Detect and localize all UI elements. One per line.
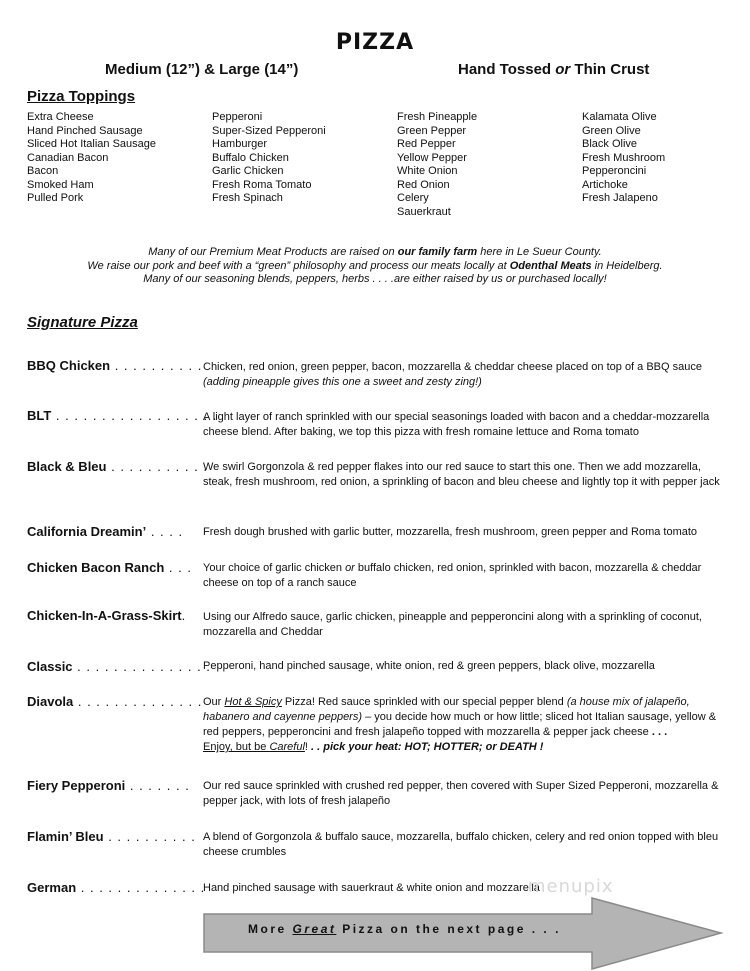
leader-dots: . xyxy=(181,608,187,623)
topping-item: Buffalo Chicken xyxy=(212,151,289,164)
next-page-text: More xyxy=(248,922,293,936)
pizza-name-text: Chicken-In-A-Grass-Skirt xyxy=(27,608,182,623)
toppings-column-4 xyxy=(582,111,665,206)
farm-text: in Heidelberg. xyxy=(591,259,663,272)
pizza-name-chicken-bacon-ranch xyxy=(27,560,192,575)
topping-item: Green Olive xyxy=(582,124,641,137)
topping-item: Canadian Bacon xyxy=(27,151,109,164)
topping-item: Green Pepper xyxy=(397,124,467,137)
topping-item: Yellow Pepper xyxy=(397,151,467,164)
next-page-arrow xyxy=(200,896,725,971)
leader-dots: . . . . . . . . . . xyxy=(110,358,203,373)
pizza-desc-black-and-bleu: We swirl Gorgonzola & red pepper flakes into our red sauce to start this one. Then we add mozzarella, steak, fresh mushroom, red onion, a sprinkling of bacon and bleu cheese and lightly top it with pepper jack xyxy=(203,461,720,488)
pizza-name-diavola xyxy=(27,694,202,709)
next-page-label xyxy=(248,922,561,936)
leader-dots: . . . . . . . . . . . . . . . xyxy=(72,659,211,674)
pizza-name-text: Classic xyxy=(27,659,73,674)
pick-your-heat: . . pick your heat: HOT; HOTTER; or DEATH ! xyxy=(307,741,544,753)
pizza-name-fiery-pepperoni xyxy=(27,778,190,793)
farm-line-1 xyxy=(0,246,750,260)
pizza-name-text: German xyxy=(27,880,77,895)
farm-highlight: our family farm xyxy=(397,246,478,258)
topping-item: Kalamata Olive xyxy=(582,111,657,123)
pizza-name-chicken-in-a-grass-skirt xyxy=(27,608,186,623)
topping-item: Smoked Ham xyxy=(27,178,94,191)
pizza-desc-chicken-bacon-ranch xyxy=(203,561,723,591)
page-title: PIZZA xyxy=(335,30,415,55)
pizza-name-text: BBQ Chicken xyxy=(27,358,111,373)
topping-item: Pepperoncini xyxy=(582,165,647,177)
pizza-name-text: Chicken Bacon Ranch xyxy=(27,560,165,575)
pizza-name-text: Diavola xyxy=(27,694,74,709)
pizza-desc-dots: . . . xyxy=(651,726,668,738)
pizza-desc-fiery-pepperoni: Our red sauce sprinkled with crushed red pepper, then covered with Super Sized Pepperoni, mozzarella & pepper jack, with lots of fresh jalapeño xyxy=(203,780,719,807)
topping-item: Red Pepper xyxy=(397,138,456,150)
pizza-name-text: Fiery Pepperoni xyxy=(27,778,126,793)
farm-text: We raise our pork and beef with a “green” philosophy and process our meats locally at xyxy=(87,259,510,272)
toppings-column-3 xyxy=(397,111,477,219)
pizza-desc-flamin-bleu: A blend of Gorgonzola & buffalo sauce, mozzarella, buffalo chicken, celery and red onion topped with bleu cheese crumbles xyxy=(203,831,719,858)
crust-or: or xyxy=(555,61,571,78)
topping-item: Artichoke xyxy=(582,178,628,191)
pizza-name-classic xyxy=(27,659,211,674)
topping-item: Fresh Mushroom xyxy=(582,151,666,164)
pizza-name-blt xyxy=(27,408,217,423)
topping-item: Sliced Hot Italian Sausage xyxy=(27,138,157,150)
pizza-desc-german: Hand pinched sausage with sauerkraut & white onion and mozzarella xyxy=(203,882,540,894)
topping-item: Pulled Pork xyxy=(27,192,84,204)
pizza-desc-diavola xyxy=(203,695,723,755)
enjoy-careful-note xyxy=(203,741,305,753)
pizza-desc-california-dreamin: Fresh dough brushed with garlic butter, mozzarella, fresh mushroom, green pepper and Roma tomato xyxy=(203,526,698,538)
topping-item: Extra Cheese xyxy=(27,111,94,123)
crust-suffix: Thin Crust xyxy=(570,61,650,78)
topping-item: Fresh Spinach xyxy=(212,192,283,204)
pizza-desc-blt: A light layer of ranch sprinkled with our special seasonings loaded with bacon and a cheddar-mozzarella cheese blend. After baking, we top this pizza with fresh romaine lettuce and Roma tomato xyxy=(203,411,710,438)
pizza-name-black-and-bleu xyxy=(27,459,208,474)
leader-dots: . . . . . . . . . . . . . . xyxy=(73,694,203,709)
pizza-desc-text: Your choice of garlic chicken xyxy=(203,562,346,574)
topping-item: Fresh Jalapeno xyxy=(582,192,658,204)
enjoy-text: Enjoy, but be xyxy=(203,741,270,753)
leader-dots: . . . . . . . . . . . . . . . . . . xyxy=(51,408,218,423)
toppings-heading: Pizza Toppings xyxy=(27,88,136,105)
pizza-desc-text: Our xyxy=(203,696,225,708)
pizza-name-text: BLT xyxy=(27,408,52,423)
leader-dots: . . . . . . . . . . . . . . xyxy=(76,880,206,895)
topping-item: Red Onion xyxy=(397,178,450,191)
pepper-blend-note: (a house mix of jalapeño, habanero and cayenne peppers) xyxy=(203,696,690,723)
pizza-desc-bbq-chicken xyxy=(203,360,723,390)
pizza-name-flamin-bleu xyxy=(27,829,196,844)
pizza-desc-or: or xyxy=(345,562,355,574)
pizza-desc-text: – you decide how much or how little; sliced hot Italian sausage, yellow & red peppers, pepperoncini and fresh jalapeño topped with mozzarella & pepper jack cheese xyxy=(203,711,717,738)
leader-dots: . . . . . . . . . . xyxy=(103,829,196,844)
topping-item: Super-Sized Pepperoni xyxy=(212,124,326,137)
leader-dots: . . . . xyxy=(146,524,184,539)
topping-item: Bacon xyxy=(27,165,59,177)
topping-item: Sauerkraut xyxy=(397,205,451,218)
pizza-name-california-dreamin xyxy=(27,524,183,539)
farm-text: here in Le Sueur County. xyxy=(477,246,602,258)
crust-prefix: Hand Tossed xyxy=(458,61,556,78)
next-page-great: Great xyxy=(292,922,337,936)
leader-dots: . . . . . . . xyxy=(125,778,190,793)
topping-item: Hand Pinched Sausage xyxy=(27,124,143,137)
pizza-note: (adding pineapple gives this one a sweet and zesty zing!) xyxy=(203,376,482,388)
pizza-desc-text: ! xyxy=(304,741,308,753)
topping-item: Celery xyxy=(397,192,429,204)
toppings-column-meats xyxy=(27,111,156,206)
topping-item: Pepperoni xyxy=(212,111,263,123)
pizza-name-german xyxy=(27,880,205,895)
farm-line-3: Many of our seasoning blends, peppers, herbs . . . .are either raised by us or purchased locally! xyxy=(143,273,607,285)
pizza-name-bbq-chicken xyxy=(27,358,202,373)
signature-pizza-heading: Signature Pizza xyxy=(27,314,138,331)
pizza-name-text: California Dreamin’ xyxy=(27,524,147,539)
pizza-desc-chicken-in-a-grass-skirt: Using our Alfredo sauce, garlic chicken, pineapple and pepperoncini along with a sprinkling of coconut, mozzarella and Cheddar xyxy=(203,611,702,638)
family-farm-note xyxy=(0,246,750,287)
leader-dots: . . . . . . . . . . . xyxy=(106,459,208,474)
hot-and-spicy-label: Hot & Spicy xyxy=(224,696,282,708)
pizza-desc-classic: Pepperoni, hand pinched sausage, white onion, red & green peppers, black olive, mozzarella xyxy=(203,660,655,672)
topping-item: Garlic Chicken xyxy=(212,165,284,177)
topping-item: Fresh Pineapple xyxy=(397,111,478,123)
pizza-desc-text: Chicken, red onion, green pepper, bacon, mozzarella & cheddar cheese placed on top of a BBQ sauce xyxy=(203,361,702,373)
size-options: Medium (12”) & Large (14”) xyxy=(105,61,299,78)
pizza-desc-text: buffalo chicken, red onion, sprinkled with bacon, mozzarella & cheddar cheese on top of a ranch sauce xyxy=(203,562,702,589)
crust-options xyxy=(458,61,649,78)
careful-text: Careful xyxy=(269,741,305,753)
topping-item: Black Olive xyxy=(582,138,638,150)
pizza-name-text: Flamin’ Bleu xyxy=(27,829,104,844)
next-page-text: Pizza on the next page . . . xyxy=(336,922,561,936)
leader-dots: . . . xyxy=(164,560,192,575)
topping-item: Hamburger xyxy=(212,138,268,150)
farm-text: Many of our Premium Meat Products are raised on xyxy=(148,246,398,258)
farm-line-2 xyxy=(0,260,750,274)
farm-highlight: Odenthal Meats xyxy=(509,259,592,272)
watermark: menupix xyxy=(528,876,614,897)
topping-item: White Onion xyxy=(397,165,458,177)
pizza-name-text: Black & Bleu xyxy=(27,459,107,474)
toppings-column-2 xyxy=(212,111,326,206)
topping-item: Fresh Roma Tomato xyxy=(212,178,312,191)
pizza-desc-text: Pizza! Red sauce sprinkled with our special pepper blend xyxy=(281,696,567,708)
